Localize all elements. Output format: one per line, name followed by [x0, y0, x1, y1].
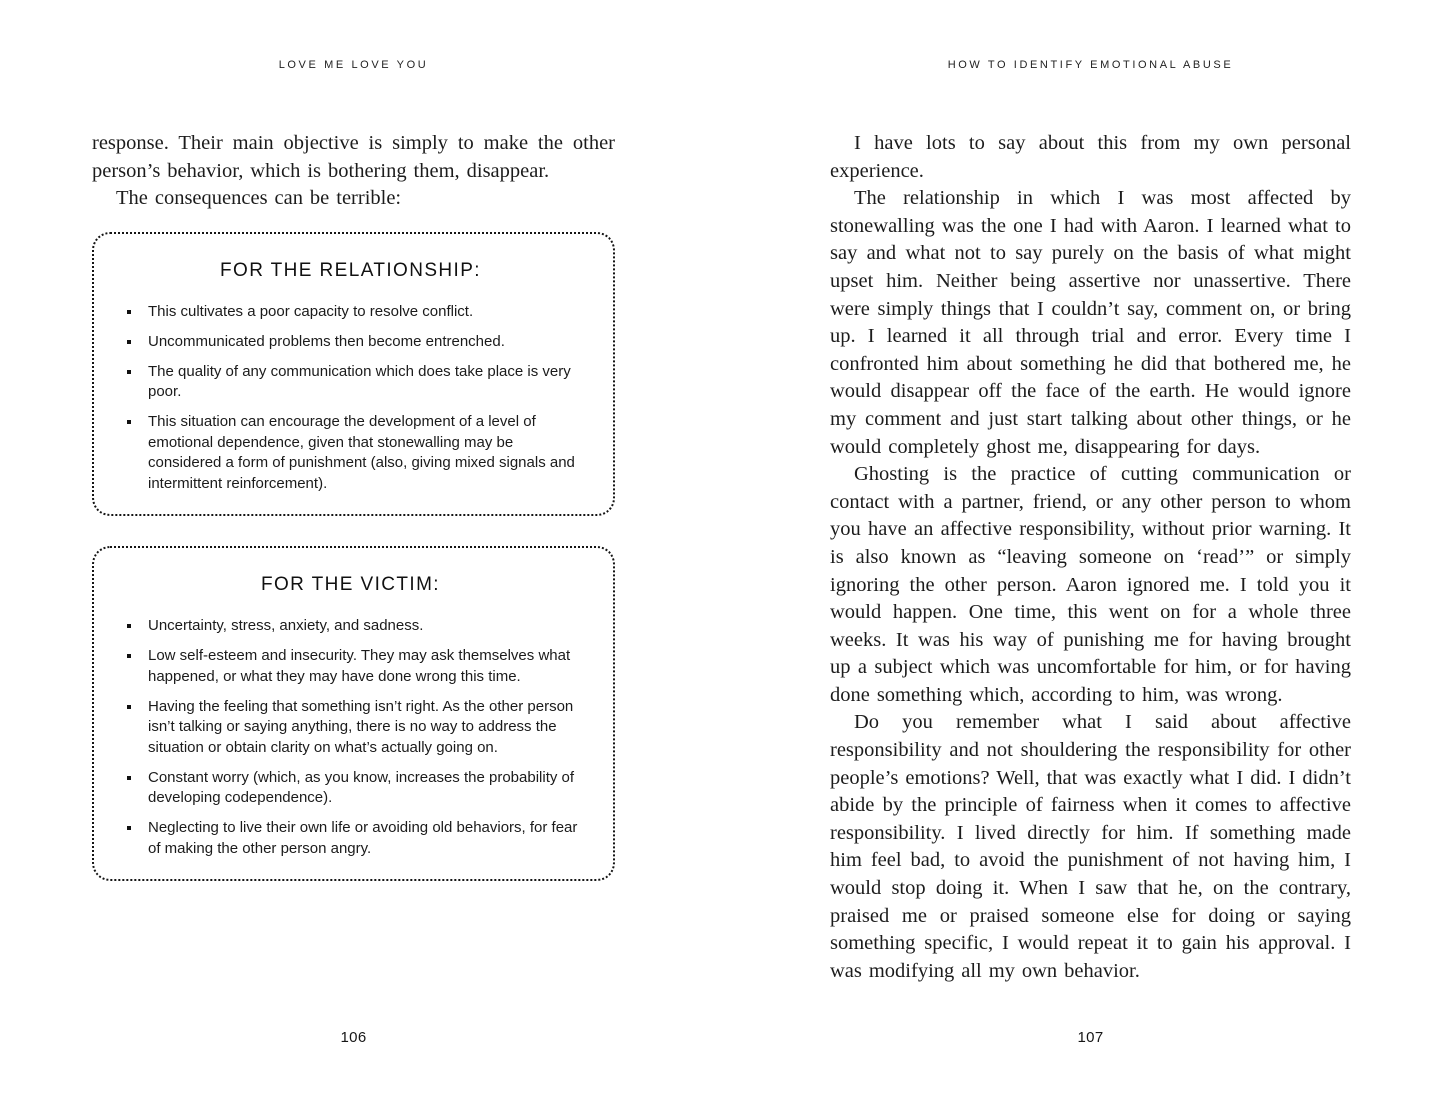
paragraph: response. Their main objective is simply to make the other person’s behavior, which is bothering them, disappear.: [92, 132, 615, 182]
relationship-consequences-box: [92, 232, 615, 517]
bullet-list: [120, 616, 581, 859]
bullet-text: Neglecting to live their own life or avoiding old behaviors, for fear of making the other person angry.: [148, 819, 578, 857]
bullet-item: [120, 646, 581, 687]
square-bullet-icon: [127, 624, 131, 628]
paragraph: The consequences can be terrible:: [116, 187, 402, 210]
right-running-header: HOW TO IDENTIFY EMOTIONAL ABUSE: [947, 59, 1234, 71]
bullet-text: Uncommunicated problems then become entrenched.: [148, 332, 505, 350]
bullet-item: [120, 616, 581, 637]
box-title: FOR THE VICTIM:: [261, 574, 440, 596]
square-bullet-icon: [127, 826, 131, 830]
paragraph: I have lots to say about this from my own personal experience.: [830, 132, 1351, 182]
left-page-number: 106: [340, 1029, 367, 1046]
paragraph: The relationship in which I was most affected by stonewalling was the one I had with Aaron. I learned what to say and what not to say purely on the basis of what might upset him. Neither being assertive nor unassertive. There were simply things that I couldn’t say, comment on, or bring up. I learned it all through trial and error. Every time I confronted him about something he did that bothered me, he would disappear off the face of the earth. He would ignore my comment and just start talking about other things, or he would completely ghost me, disappearing for days.: [830, 187, 1351, 458]
square-bullet-icon: [127, 420, 131, 424]
square-bullet-icon: [127, 370, 131, 374]
square-bullet-icon: [127, 776, 131, 780]
bullet-item: [120, 412, 581, 494]
square-bullet-icon: [127, 705, 131, 709]
bullet-item: [120, 818, 581, 859]
bullet-list: [120, 302, 581, 495]
bullet-item: [120, 697, 581, 759]
bullet-text: Uncertainty, stress, anxiety, and sadness.: [148, 617, 424, 635]
right-page-number: 107: [1077, 1029, 1104, 1046]
left-body-block: [92, 130, 615, 881]
bullet-item: [120, 362, 581, 403]
square-bullet-icon: [127, 340, 131, 344]
paragraph: Do you remember what I said about affective responsibility and not shouldering the responsibility for other people’s emotions? Well, that was exactly what I did. I didn’t abide by the principle of fairness when it comes to affective responsibility. I lived directly for him. If something made him feel bad, to avoid the punishment of not having him, I would stop doing it. When I saw that he, on the contrary, praised me or praised someone else for doing or saying something specific, I would repeat it to gain his approval. I was modifying all my own behavior.: [830, 711, 1351, 982]
bullet-item: [120, 302, 581, 323]
left-page: [92, 0, 615, 1105]
square-bullet-icon: [127, 310, 131, 314]
bullet-text: Low self-esteem and insecurity. They may ask themselves what happened, or what they may have done wrong this time.: [148, 647, 571, 685]
bullet-text: This situation can encourage the development of a level of emotional dependence, given that stonewalling may be considered a form of punishment (also, giving mixed signals and intermittent reinforcement).: [148, 413, 575, 492]
right-page: [830, 0, 1351, 1105]
right-body-block: [830, 130, 1351, 985]
bullet-text: Having the feeling that something isn’t right. As the other person isn’t talking or saying anything, there is no way to address the situation or obtain clarity on what’s actually going on.: [148, 697, 574, 756]
square-bullet-icon: [127, 654, 131, 658]
bullet-text: Constant worry (which, as you know, increases the probability of developing codependence).: [148, 768, 575, 807]
bullet-item: [120, 768, 581, 809]
bullet-item: [120, 332, 581, 353]
victim-consequences-box: [92, 546, 615, 881]
paragraph: Ghosting is the practice of cutting communication or contact with a partner, friend, or any other person to whom you have an affective responsibility, without prior warning. It is also known as “leaving someone on ‘read’” or simply ignoring the other person. Aaron ignored me. I told you it would happen. One time, this went on for a whole three weeks. It was his way of punishing me for having brought up a subject which was uncomfortable for him, or for having done something which, according to him, was wrong.: [830, 463, 1351, 706]
bullet-text: The quality of any communication which does take place is very poor.: [148, 362, 571, 401]
left-running-header: LOVE ME LOVE YOU: [278, 59, 429, 71]
box-title: FOR THE RELATIONSHIP:: [220, 259, 481, 281]
bullet-text: This cultivates a poor capacity to resolve conflict.: [148, 302, 474, 320]
